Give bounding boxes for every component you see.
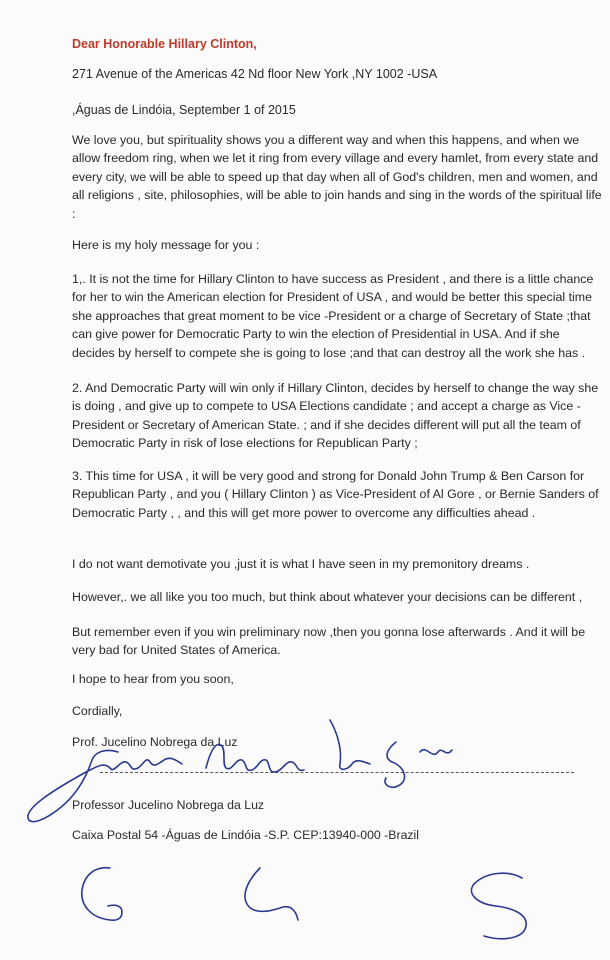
recipient-address: 271 Avenue of the Americas 42 Nd floor New York ,NY 1002 -USA: [72, 67, 438, 81]
flourish-left: [82, 868, 122, 920]
paragraph-point-1: 1,. It is not the time for Hillary Clinton to have success as President , and there is a little chance for her to win the American election for President of USA , and would be better this special time she approaches that great moment to be vice -President or a charge of Secretary of State ;that can give power for Democratic Party to win the election of Presidential in USA. And if she decides by herself to compete she is going to lose ;and that can destroy all the work she has .: [72, 272, 594, 360]
signature-stroke-initial: [330, 720, 370, 769]
closing: Cordially,: [72, 704, 123, 718]
signature-stroke-tail: [385, 742, 405, 787]
paragraph-hope: I hope to hear from you soon,: [72, 672, 234, 686]
paragraph-however: However,. we all like you too much, but think about whatever your decisions can be different ,: [72, 590, 583, 604]
signature-name: Prof. Jucelino Nobrega da Luz: [72, 735, 238, 749]
flourish-right: [471, 873, 526, 939]
paragraph-intro: We love you, but spirituality shows you a different way and when this happens, and when we allow freedom ring, when we let it ring from every village and every hamlet, from every state and every city, we will be able to speed up that day when all of God's children, men and women, and all religions , site, philosophies, will be able to join hands and sing in the words of the spiritual life :: [72, 133, 602, 221]
paragraph-dreams: I do not want demotivate you ,just it is what I have seen in my premonitory dreams .: [72, 557, 530, 571]
paragraph-remember: But remember even if you win preliminary now ,then you gonna lose afterwards . And it will be very bad for United States of America.: [72, 625, 586, 658]
signature-line: [100, 772, 574, 773]
date-line: ,Águas de Lindóia, September 1 of 2015: [72, 103, 296, 117]
paragraph-point-3: 3. This time for USA , it will be very good and strong for Donald John Trump & Ben Carson for Republican Party , and you ( Hillary Clinton ) as Vice-President of Al Gore , or Bernie Sanders of Democratic Party , , and this will get more power to overcome any difficulties ahead .: [72, 469, 599, 520]
paragraph-message-heading: Here is my holy message for you :: [72, 238, 260, 252]
printed-name: Professor Jucelino Nobrega da Luz: [72, 798, 265, 812]
paragraph-point-2: 2. And Democratic Party will win only if Hillary Clinton, decides by herself to change the way she is doing , and give up to compete to USA Elections candidate ; and accept a charge as Vice -President or Secretary of American State. ; and if she decides different will put all the team of Democratic Party in risk of lose elections for Republican Party ;: [72, 381, 599, 451]
signature-stroke-end: [420, 750, 452, 755]
greeting: Dear Honorable Hillary Clinton,: [72, 37, 257, 51]
postal-address: Caixa Postal 54 -Águas de Lindóia -S.P. CEP:13940-000 -Brazil: [72, 828, 420, 842]
flourish-middle: [245, 868, 298, 920]
